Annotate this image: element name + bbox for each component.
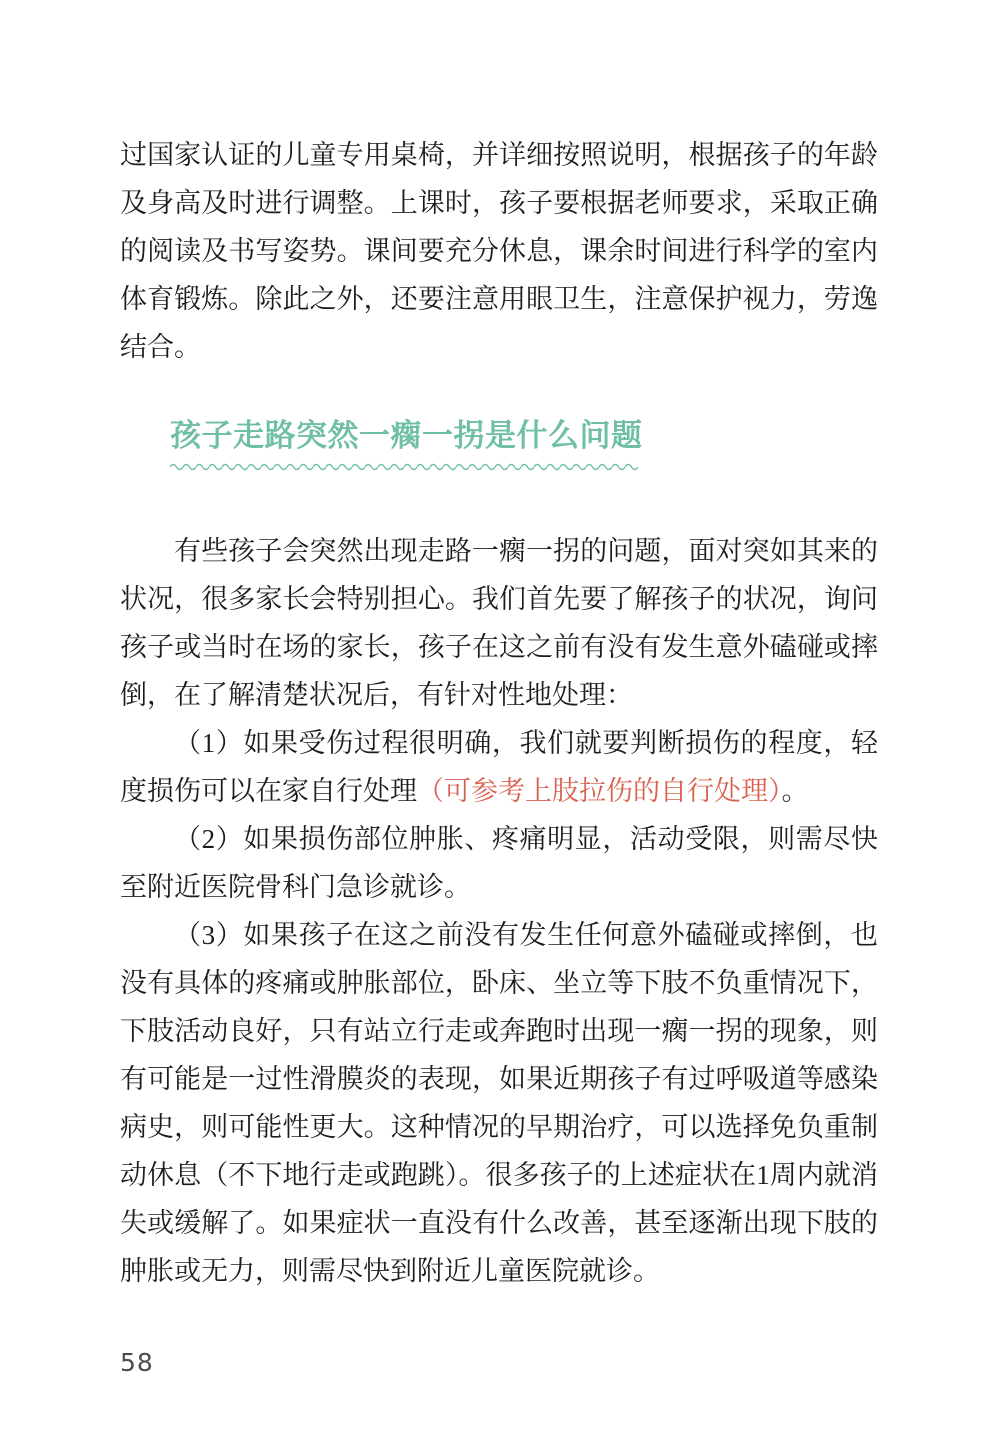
page-number: 58 [120, 1348, 154, 1377]
item1-text: （1）如果受伤过程很明确，我们就要判断损伤的程度，轻度损伤可以在家自行处理 [120, 728, 878, 806]
item1-cross-reference: （可参考上肢拉伤的自行处理） [417, 776, 782, 806]
section-title: 孩子走路突然一瘸一拐是什么问题 [170, 418, 643, 454]
item1-period: 。 [781, 776, 809, 806]
section-heading-block [170, 416, 643, 472]
page-content [120, 131, 878, 1295]
list-item-1 [120, 719, 878, 815]
wavy-underline-decoration [170, 460, 638, 472]
list-item-2: （2）如果损伤部位肿胀、疼痛明显，活动受限，则需尽快至附近医院骨科门急诊就诊。 [120, 824, 878, 902]
list-item-3: （3）如果孩子在这之前没有发生任何意外磕碰或摔倒，也没有具体的疼痛或肿胀部位，卧床、坐立等下肢不负重情况下，下肢活动良好，只有站立行走或奔跑时出现一瘸一拐的现象，则有可能是一过性滑膜炎的表现，如果近期孩子有过呼吸道等感染病史，则可能性更大。这种情况的早期治疗，可以选择免负重制动休息（不下地行走或跑跳）。很多孩子的上述症状在1周内就消失或缓解了。如果症状一直没有什么改善，甚至逐渐出现下肢的肿胀或无力，则需尽快到附近儿童医院就诊。 [120, 920, 878, 1286]
overview-paragraph: 有些孩子会突然出现走路一瘸一拐的问题，面对突如其来的状况，很多家长会特别担心。我们首先要了解孩子的状况，询问孩子或当时在场的家长，孩子在这之前有没有发生意外磕碰或摔倒，在了解清楚状况后，有针对性地处理： [120, 536, 878, 710]
intro-paragraph: 过国家认证的儿童专用桌椅，并详细按照说明，根据孩子的年龄及身高及时进行调整。上课时，孩子要根据老师要求，采取正确的阅读及书写姿势。课间要充分休息，课余时间进行科学的室内体育锻炼。除此之外，还要注意用眼卫生，注意保护视力，劳逸结合。 [120, 140, 878, 362]
